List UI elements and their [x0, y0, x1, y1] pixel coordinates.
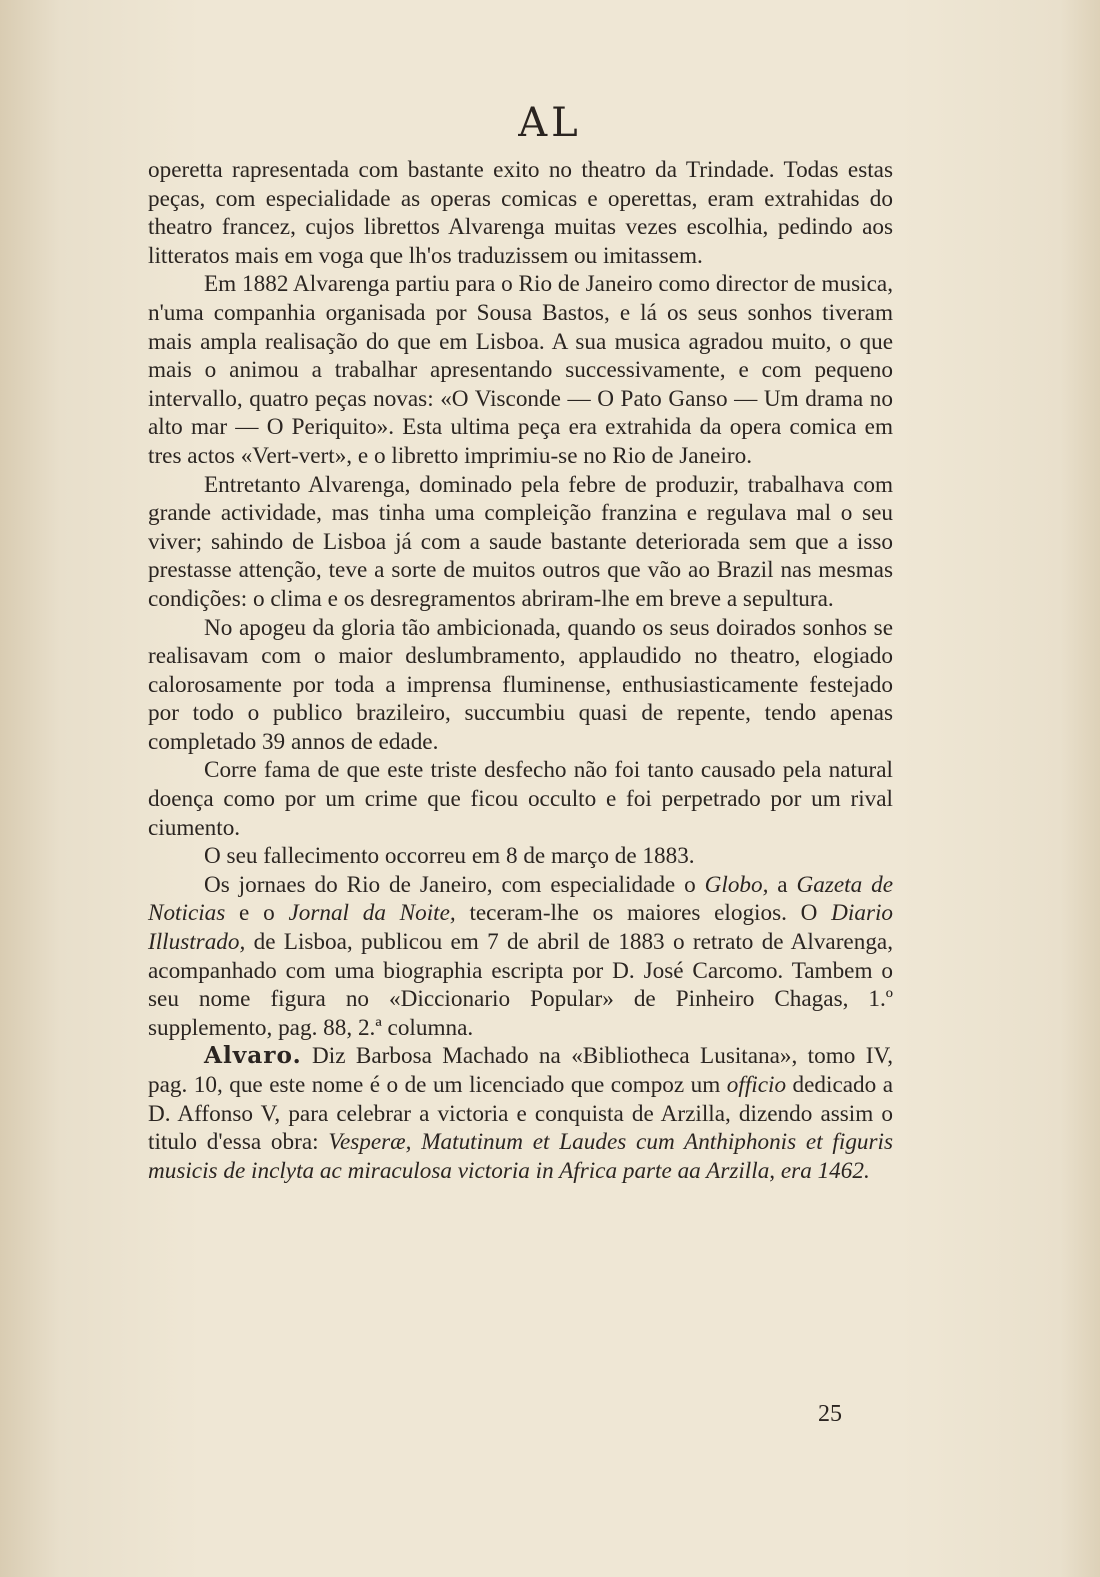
- paragraph-2: Em 1882 Alvarenga partiu para o Rio de Janeiro como director de musica, n'uma companhia organisada por Sousa Bastos, e lá os seus sonhos tiveram mais ampla realisação do que em Lisboa. A sua musica agradou muito, o que mais o animou a trabalhar apresentando successivamente, e com pequeno intervallo, quatro peças novas: «O Visconde — O Pato Ganso — Um drama no alto mar — O Periquito». Esta ultima peça era extrahida da opera comica em tres actos «Vert-vert», e o libretto imprimiu-se no Rio de Janeiro.: [148, 271, 893, 469]
- body-text: [148, 156, 893, 1185]
- text-span: e o: [225, 900, 289, 927]
- paragraph-1: operetta rapresentada com bastante exito no theatro da Trindade. Todas estas peças, com especialidade as operas comicas e operettas, eram extrahidas do theatro francez, cujos librettos Alvarenga muitas vezes escolhia, pedindo aos litteratos mais em voga que lh'os traduzissem ou imitassem.: [148, 157, 893, 269]
- text-span: a: [768, 871, 797, 898]
- text-span: Diz Barbosa Machado na «Bibliotheca Lusitana», tomo IV, pag. 10, que este nome é o de um licenciado que compoz um: [148, 1043, 893, 1098]
- running-header: AL: [518, 100, 582, 146]
- text-span: de Lisboa, publicou em 7 de abril de 1883 o retrato de Alvarenga, acompanhado com uma biographia escripta por D. José Carcomo. Tambem o seu nome figura no «Diccionario Popular» de Pinheiro Chagas, 1.º supplemento, pag. 88, 2.ª columna.: [148, 929, 893, 1041]
- paragraph-7: [148, 871, 893, 1043]
- paragraph-3: Entretanto Alvarenga, dominado pela febre de produzir, trabalhava com grande actividade, mas tinha uma compleição franzina e regulava mal o seu viver; sahindo de Lisboa já com a saude bastante deteriorada sem que a isso prestasse attenção, teve a sorte de muitos outros que vão ao Brazil nas mesmas condições: o clima e os desregramentos abriram-lhe em breve a sepultura.: [148, 471, 893, 612]
- paragraph-6: O seu fallecimento occorreu em 8 de março de 1883.: [204, 843, 695, 870]
- text-span: dedicado a D. Affonso V, para celebrar a victoria e conquista de Arzilla, dizendo assim o titulo d'essa obra:: [148, 1072, 893, 1156]
- text-span: teceram-lhe os maiores elogios. O: [455, 900, 832, 927]
- page-number: 25: [818, 1401, 842, 1427]
- newspaper-title-gazeta: Gazeta de Noticias: [148, 871, 893, 927]
- newspaper-title-globo: Globo,: [704, 871, 769, 898]
- newspaper-title-jornal: Jornal da Noite,: [288, 900, 456, 927]
- italic-officio: officio: [726, 1072, 787, 1098]
- paragraph-5: Corre fama de que este triste desfecho não foi tanto causado pela natural doença como por um crime que ficou occulto e foi perpetrado por um rival ciumento.: [148, 757, 893, 841]
- text-span: Os jornaes do Rio de Janeiro, com especialidade o: [204, 871, 705, 898]
- entry-heading: Alvaro.: [204, 1042, 302, 1070]
- work-title: Vesperæ, Matutinum et Laudes cum Anthiphonis et figuris musicis de inclyta ac miraculosa victoria in Africa parte aa Arzilla, era 1462.: [148, 1129, 893, 1184]
- newspaper-title-diario: Diario Illustrado,: [148, 900, 893, 956]
- paragraph-4: No apogeu da gloria tão ambicionada, quando os seus doirados sonhos se realisavam com o maior deslumbramento, applaudido no theatro, elogiado calorosamente por toda a imprensa fluminense, enthusiasticamente festejado por todo o publico brazileiro, succumbiu quasi de repente, tendo apenas completado 39 annos de edade.: [148, 614, 893, 755]
- paragraph-8: [148, 1042, 893, 1185]
